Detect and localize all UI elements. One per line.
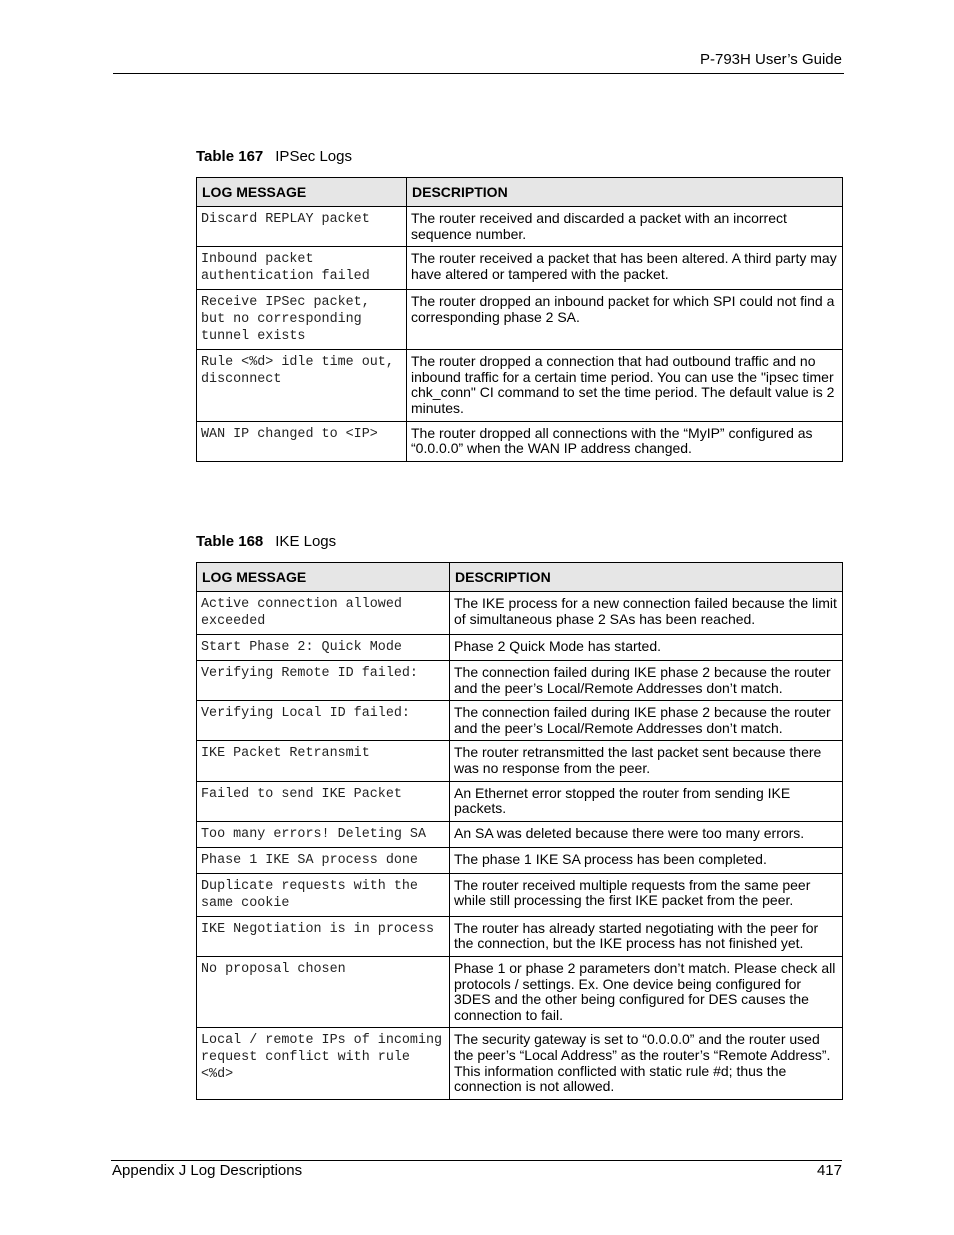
description-cell: An SA was deleted because there were too many errors. <box>450 821 843 847</box>
footer-section-title: Appendix J Log Descriptions <box>112 1162 303 1179</box>
page-number: 417 <box>816 1162 842 1179</box>
log-message-cell: Inbound packet authentication failed <box>197 247 407 290</box>
column-header-log-message: LOG MESSAGE <box>197 563 450 592</box>
log-message-cell: Receive IPSec packet, but no corresponding tunnel exists <box>197 290 407 350</box>
table-167-number: Table 167 <box>196 148 264 165</box>
column-header-description: DESCRIPTION <box>407 178 843 207</box>
footer-divider <box>111 1160 842 1161</box>
column-header-description: DESCRIPTION <box>450 563 843 592</box>
description-cell: The security gateway is set to “0.0.0.0” and the router used the peer’s “Local Address” as the router’s “Remote Address”. This information conflicted with static rule #d; thus the connection is not allowed. <box>450 1028 843 1099</box>
ipsec-logs-table <box>196 177 843 462</box>
description-cell: The router has already started negotiating with the peer for the connection, but the IKE process has not finished yet. <box>450 916 843 956</box>
table-row <box>197 350 843 421</box>
table-header-row <box>197 563 843 592</box>
table-header-row <box>197 178 843 207</box>
log-message-cell: IKE Negotiation is in process <box>197 916 450 956</box>
table-167-title: IPSec Logs <box>275 148 352 165</box>
table-row <box>197 916 843 956</box>
table-row <box>197 1028 843 1099</box>
description-cell: The connection failed during IKE phase 2 because the router and the peer’s Local/Remote Addresses don’t match. <box>450 661 843 701</box>
description-cell: An Ethernet error stopped the router from sending IKE packets. <box>450 781 843 821</box>
description-cell: The router dropped an inbound packet for which SPI could not find a corresponding phase 2 SA. <box>407 290 843 350</box>
table-row <box>197 661 843 701</box>
description-cell: The router dropped all connections with the “MyIP” configured as “0.0.0.0” when the WAN IP address changed. <box>407 421 843 461</box>
description-cell: Phase 1 or phase 2 parameters don’t match. Please check all protocols / settings. Ex. One device being configured for 3DES and the other being configured for DES causes the connection to fail. <box>450 956 843 1027</box>
table-row <box>197 956 843 1027</box>
running-header-title: P-793H User’s Guide <box>699 51 842 68</box>
table-168-title: IKE Logs <box>275 533 337 550</box>
table-row <box>197 207 843 247</box>
log-message-cell: Rule <%d> idle time out, disconnect <box>197 350 407 421</box>
description-cell: The router dropped a connection that had outbound traffic and no inbound traffic for a certain time period. You can use the "ipsec timer chk_conn" CI command to set the time period. The default value is 2 minutes. <box>407 350 843 421</box>
table-row <box>197 592 843 635</box>
description-cell: The router received multiple requests from the same peer while still processing the first IKE packet from the peer. <box>450 873 843 916</box>
header-divider <box>113 73 844 74</box>
log-message-cell: IKE Packet Retransmit <box>197 741 450 781</box>
table-row <box>197 635 843 661</box>
description-cell: The phase 1 IKE SA process has been completed. <box>450 847 843 873</box>
description-cell: The router received a packet that has been altered. A third party may have altered or tampered with the packet. <box>407 247 843 290</box>
log-message-cell: WAN IP changed to <IP> <box>197 421 407 461</box>
column-header-log-message: LOG MESSAGE <box>197 178 407 207</box>
table-row <box>197 290 843 350</box>
log-message-cell: Verifying Local ID failed: <box>197 701 450 741</box>
log-message-cell: Verifying Remote ID failed: <box>197 661 450 701</box>
log-message-cell: Discard REPLAY packet <box>197 207 407 247</box>
log-message-cell: No proposal chosen <box>197 956 450 1027</box>
table-row <box>197 741 843 781</box>
log-message-cell: Start Phase 2: Quick Mode <box>197 635 450 661</box>
table-row <box>197 781 843 821</box>
log-message-cell: Too many errors! Deleting SA <box>197 821 450 847</box>
table-167-caption <box>196 148 352 165</box>
log-message-cell: Phase 1 IKE SA process done <box>197 847 450 873</box>
description-cell: The router received and discarded a packet with an incorrect sequence number. <box>407 207 843 247</box>
table-168-caption <box>196 533 336 550</box>
log-message-cell: Duplicate requests with the same cookie <box>197 873 450 916</box>
log-message-cell: Failed to send IKE Packet <box>197 781 450 821</box>
table-row <box>197 421 843 461</box>
table-row <box>197 847 843 873</box>
table-row <box>197 873 843 916</box>
description-cell: The connection failed during IKE phase 2 because the router and the peer’s Local/Remote Addresses don’t match. <box>450 701 843 741</box>
table-row <box>197 247 843 290</box>
description-cell: The IKE process for a new connection failed because the limit of simultaneous phase 2 SAs has been reached. <box>450 592 843 635</box>
table-168-number: Table 168 <box>196 533 264 550</box>
table-row <box>197 821 843 847</box>
log-message-cell: Active connection allowed exceeded <box>197 592 450 635</box>
description-cell: Phase 2 Quick Mode has started. <box>450 635 843 661</box>
log-message-cell: Local / remote IPs of incoming request conflict with rule <%d> <box>197 1028 450 1099</box>
ike-logs-table <box>196 562 843 1100</box>
table-row <box>197 701 843 741</box>
description-cell: The router retransmitted the last packet sent because there was no response from the peer. <box>450 741 843 781</box>
